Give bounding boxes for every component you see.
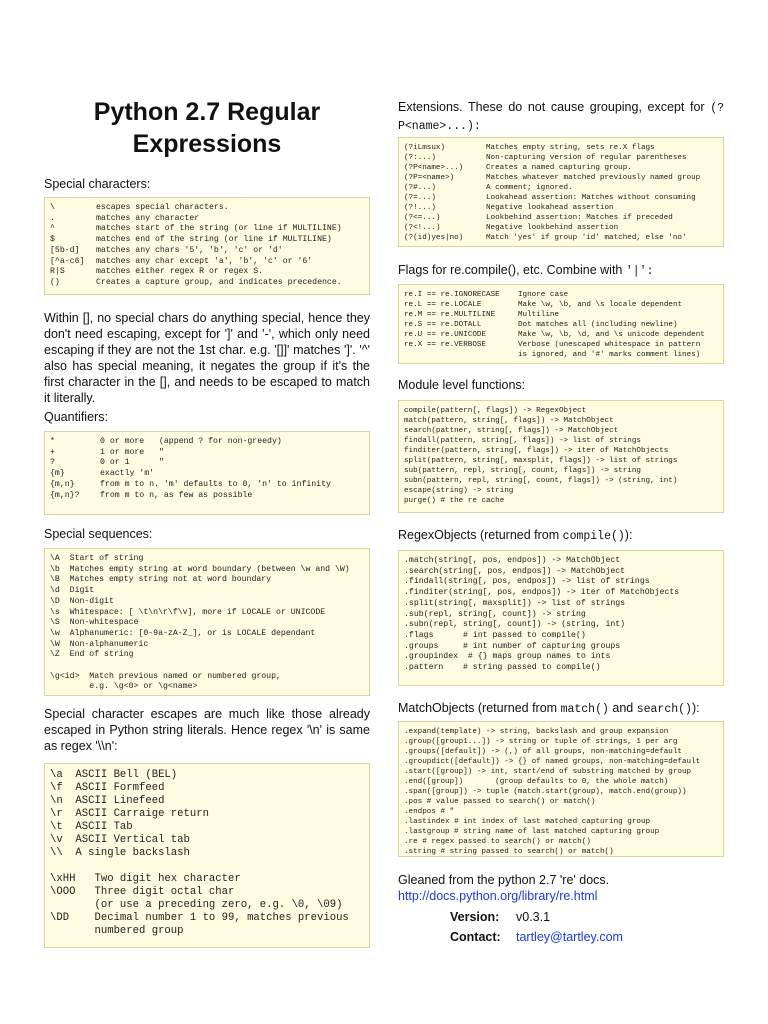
code-key: (?<!...) [404,224,441,232]
quantifiers-label: Quantifiers: [44,410,108,424]
code-row [50,203,363,214]
code-key: R|S [50,267,65,277]
code-row [50,224,363,235]
code-line: \DD Decimal number 1 to 99, matches previous [50,912,349,924]
code-row [404,233,717,243]
code-key: (?iLmsux) [404,144,446,152]
regex-objects-label-text: RegexObjects (returned from [398,528,560,542]
code-key: [5b-d] [50,245,80,255]
code-key: () [50,277,60,287]
code-desc: Non-capturing version of regular parentheses [486,154,687,162]
code-key: ^ [50,224,55,234]
code-row [404,330,717,340]
code-desc: from m to n, as few as possible [100,490,253,500]
code-row [404,163,717,173]
code-line: .end([group]) (group defaults to 0, the whole match) [404,778,669,786]
title-line-2: Expressions [132,130,282,158]
code-line: .re # regex passed to search() or match() [404,838,591,846]
code-desc: Negative lookbehind assertion [486,224,619,232]
code-row [404,143,717,153]
code-row [404,193,717,203]
code-key: (?!...) [404,204,436,212]
code-row [50,246,363,257]
code-row [50,480,363,491]
match-objects-label [398,700,700,718]
code-row [404,203,717,213]
code-line: finditer(pattern, string[, flags]) -> iter of MatchObjects [404,447,669,455]
code-line: \W Non-alphanumeric [50,639,149,649]
code-line: subn(pattern, repl, string[, count, flags]) -> (string, int) [404,477,678,485]
code-row [50,257,363,268]
code-line: .groupdict([default]) -> {} of named groups, non-matching=default [404,758,701,766]
code-key: re.L == re.LOCALE [404,301,482,309]
code-line: \g<id> Match previous named or numbered group, [50,671,281,681]
code-key: $ [50,235,55,245]
code-key: {m,n} [50,479,75,489]
code-line: \Z End of string [50,650,134,660]
code-line: .groups # int number of capturing groups [404,641,621,651]
code-desc: Make \w, \b, and \s locale dependent [518,301,683,309]
code-row [404,223,717,233]
code-line: \f ASCII Formfeed [50,782,165,794]
code-desc: Verbose (unescaped whitespace in pattern [518,341,701,349]
code-key: (?P=<name>) [404,174,455,182]
code-key: {m,n}? [50,490,80,500]
code-line: .group([group1...]) -> string or tuple of strings, 1 per arg [404,738,678,746]
code-desc: Multiline [518,311,560,319]
quantifiers-box [44,431,370,515]
code-desc: 1 or more " [100,447,164,457]
code-line: .span([group]) -> tuple (match.start(group), match.end(group)) [404,788,687,796]
footer-gleaned [398,872,724,904]
code-key [404,350,518,360]
match-objects-label-text: MatchObjects (returned from [398,701,558,715]
docs-link[interactable]: http://docs.python.org/library/re.html [398,889,598,903]
code-key: (?=...) [404,194,436,202]
code-line [50,661,363,672]
code-key: re.I == re.IGNORECASE [404,291,500,299]
code-key: re.S == re.DOTALL [404,321,482,329]
code-desc: Dot matches all (including newline) [518,321,678,329]
module-functions-label: Module level functions: [398,378,526,392]
code-row [404,300,717,310]
code-line: \\ A single backslash [50,847,190,859]
extensions-label-code: (?P<name>...): [398,102,724,133]
code-line: compile(pattern[, flags]) -> RegexObject [404,407,587,415]
flags-box [398,284,724,364]
regex-objects-label-code: compile() [562,530,625,543]
code-desc: matches any char except 'a', 'b', 'c' or '6' [96,256,313,266]
code-row [404,310,717,320]
code-desc: Make \w, \b, \d, and \s unicode dependent [518,331,705,339]
code-line: \A Start of string [50,554,144,563]
flags-label [398,262,653,280]
code-desc: Creates a named capturing group. [486,164,632,172]
match-objects-label-mid: and [612,701,634,715]
code-key: . [50,213,55,223]
contact-email[interactable]: tartley@tartley.com [516,930,623,944]
code-line: .search(string[, pos, endpos]) -> MatchObject [404,566,626,576]
code-line: .string # string passed to search() or match() [404,848,614,856]
code-line [50,860,363,873]
code-row [50,267,363,278]
module-functions-box [398,400,724,513]
code-key: [^a-c6] [50,256,85,266]
code-line: .expand(template) -> string, backslash and group expansion [404,728,669,736]
code-key: * [50,437,55,446]
escapes-paragraph: Special character escapes are much like those already escaped in Python string literals. Hence regex '\n' is same as regex '\\n': [44,707,370,753]
code-line: .endpos # " [404,808,455,816]
code-line: \b Matches empty string at word boundary (between \w and \W) [50,564,350,574]
flags-label-text: Flags for re.compile(), etc. Combine with [398,263,623,277]
special-sequences-label: Special sequences: [44,527,153,541]
code-desc: 0 or 1 " [100,458,164,468]
version-value: v0.3.1 [516,910,551,924]
code-row [404,350,717,360]
code-desc: Match 'yes' if group 'id' matched, else 'no' [486,234,687,242]
code-key: (?:...) [404,154,436,162]
extensions-box [398,137,724,247]
code-line: numbered group [50,925,184,937]
code-line: \D Non-digit [50,596,114,606]
code-row [404,183,717,193]
code-desc: matches any character [96,213,200,223]
code-key: \ [50,203,55,212]
regex-objects-label-end: ): [624,528,633,542]
code-line: .start([group]) -> int, start/end of substring matched by group [404,768,692,776]
code-line: .flags # int passed to compile() [404,630,586,640]
code-desc: Ignore case [518,291,569,299]
page-title [44,96,370,160]
code-key: re.U == re.UNICODE [404,331,487,339]
code-row [50,437,363,448]
code-line: purge() # the re cache [404,497,505,505]
code-line: (or use a preceding zero, e.g. \0, \09) [50,899,343,911]
code-key: + [50,447,55,457]
code-desc: Matches empty string, sets re.X flags [486,144,655,152]
code-key: (?#...) [404,184,436,192]
code-row [404,340,717,350]
match-objects-label-code2: search() [636,703,692,716]
code-row [50,491,363,502]
code-row [50,448,363,459]
title-line-1: Python 2.7 Regular [93,98,321,126]
code-desc: Matches whatever matched previously named group [486,174,701,182]
code-line: e.g. \g<0> or \g<name> [50,682,198,692]
code-desc: 0 or more (append ? for non-greedy) [100,437,282,446]
code-line: .match(string[, pos, endpos]) -> MatchObject [404,556,621,565]
code-line: match(pattern, string[, flags]) -> MatchObject [404,417,614,425]
regex-objects-label [398,527,632,545]
code-key: (?P<name>...) [404,164,464,172]
regex-objects-box [398,550,724,686]
code-line: \xHH Two digit hex character [50,873,241,885]
code-row [404,290,717,300]
code-desc: matches end of the string (or line if MULTILINE) [96,235,332,245]
code-row [50,235,363,246]
code-line: search(pattner, string[, flags]) -> MatchObject [404,427,619,435]
code-line: .split(string[, maxsplit]) -> list of strings [404,598,626,608]
code-key: (?(id)yes|no) [404,234,464,242]
escapes-box [44,763,370,948]
code-desc: escapes special characters. [96,203,229,212]
code-desc: matches start of the string (or line if MULTILINE) [96,224,342,234]
code-line: \a ASCII Bell (BEL) [50,769,178,781]
gleaned-text: Gleaned from the python 2.7 're' docs. [398,873,610,887]
code-key: {m} [50,469,65,479]
code-line: .pos # value passed to search() or match() [404,798,596,806]
extensions-label-text: Extensions. These do not cause grouping, except for [398,100,705,114]
code-line: \t ASCII Tab [50,821,133,833]
code-desc: Negative lookahead assertion [486,204,614,212]
code-desc: Creates a capture group, and indicates precedence. [96,277,342,287]
code-line: \s Whitespace: [ \t\n\r\f\v], more if LOCALE or UNICODE [50,607,326,617]
match-objects-label-code1: match() [560,703,609,716]
special-chars-label: Special characters: [44,177,151,191]
code-line: \w Alphanumeric: [0-9a-zA-Z_], or is LOCALE dependant [50,628,316,638]
code-desc: matches either regex R or regex S. [96,267,264,277]
code-line: \n ASCII Linefeed [50,795,165,807]
code-line: .finditer(string[, pos, endpos]) -> iter of MatchObjects [404,588,680,598]
code-line: \d Digit [50,586,95,596]
code-row [50,458,363,469]
code-line: \v ASCII Vertical tab [50,834,190,846]
contact-label: Contact: [450,930,501,944]
code-desc: Lookbehind assertion: Matches if preceded [486,214,673,222]
code-line: .lastindex # int index of last matched capturing group [404,818,651,826]
special-sequences-box [44,548,370,696]
contact-line [450,929,623,945]
code-line: sub(pattern, repl, string[, count, flags]) -> string [404,467,641,475]
code-key: ? [50,458,55,468]
code-line: escape(string) -> string [404,487,514,495]
code-row [404,213,717,223]
code-line: \S Non-whitespace [50,618,139,628]
version-label: Version: [450,910,500,924]
version-line [450,909,550,925]
flags-label-code: '|': [625,265,654,278]
match-objects-label-end: ): [691,701,700,715]
code-desc: A comment; ignored. [486,184,573,192]
code-line: .subn(repl, string[, count]) -> (string, int) [404,620,626,630]
code-line: .findall(string[, pos, endpos]) -> list of strings [404,577,650,587]
code-key: re.M == re.MULTILINE [404,311,496,319]
match-objects-box [398,721,724,857]
code-line: split(pattern, string[, maxsplit, flags]) -> list of strings [404,457,678,465]
code-row [50,278,363,289]
code-line: .groups([default]) -> (,) of all groups, non-matching=default [404,748,682,756]
code-line: findall(pattern, string[, flags]) -> list of strings [404,437,641,445]
code-row [50,214,363,225]
extensions-label [398,99,724,135]
special-chars-box [44,197,370,295]
code-desc: exactly 'm' [100,469,155,479]
code-line: \OOO Three digit octal char [50,886,235,898]
code-row [50,469,363,480]
code-row [404,153,717,163]
code-line: .groupindex # {} maps group names to ints [404,652,611,662]
code-line: .pattern # string passed to compile() [404,663,601,673]
code-row [404,173,717,183]
code-desc: from m to n. 'm' defaults to 0, 'n' to infinity [100,479,331,489]
within-paragraph: Within [], no special chars do anything special, hence they don't need escaping, except for ']' and '-', which only need escaping if they are not the 1st char. e.g. '[]]' matches ']'. '^' also has special meaning, it negates the group if it's the first character in the [], and needs to be escaped to match it literally. [44,311,370,405]
code-line: \B Matches empty string not at word boundary [50,575,272,585]
code-line: \r ASCII Carraige return [50,808,209,820]
code-row [404,320,717,330]
code-key: (?<=...) [404,214,441,222]
code-desc: Lookahead assertion: Matches without consuming [486,194,696,202]
code-desc: matches any chars '5', 'b', 'c' or 'd' [96,245,283,255]
code-line: .lastgroup # string name of last matched capturing group [404,828,660,836]
code-desc: is ignored, and '#' marks comment lines) [518,351,701,359]
code-line: .sub(repl, string[, count]) -> string [404,609,586,619]
code-key: re.X == re.VERBOSE [404,341,487,349]
